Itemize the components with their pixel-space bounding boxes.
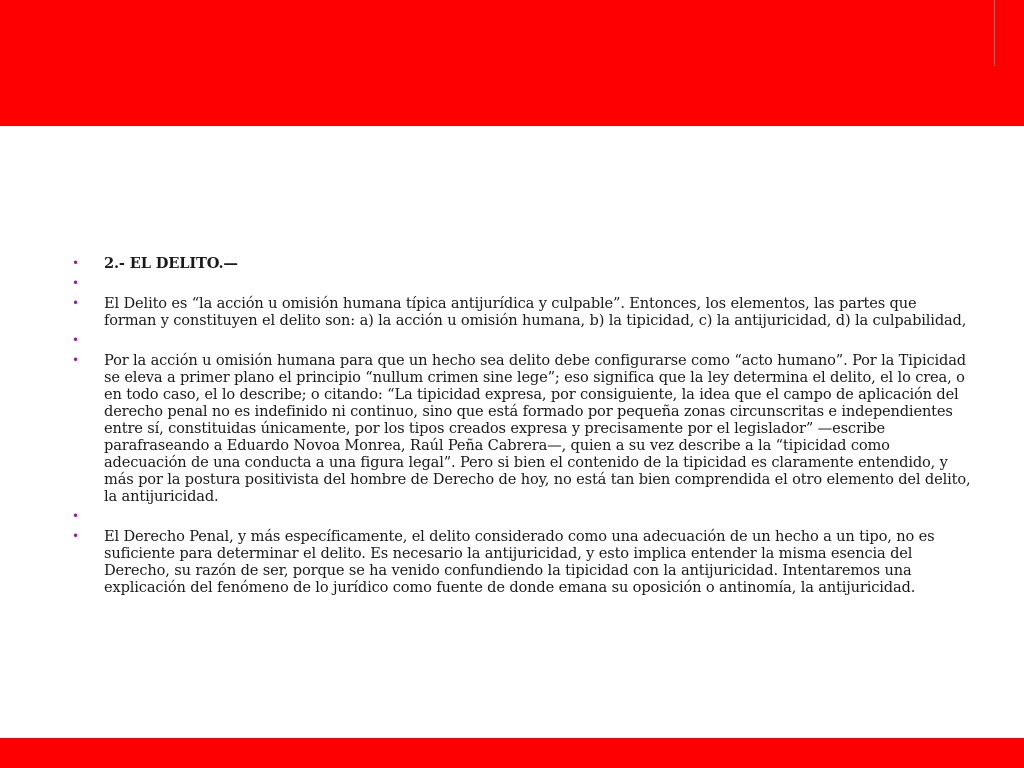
top-red-band — [0, 0, 1024, 126]
bullet-icon: • — [72, 333, 80, 347]
bullet-icon: • — [72, 276, 80, 290]
paragraph-text: El Derecho Penal, y más específicamente, el delito considerado como una adecuación de un hecho a un tipo, no es suficiente para determinar el delito. Es necesario la antijuricidad, y esto implica entender la misma esencia del Derecho, su razón de ser, porque se ha venido confundiendo la tipicidad con la antijuricidad. Intentaremos una explicación del fenómeno de lo jurídico como fuente de donde emana su oposición o antinomía, la antijuricidad. — [104, 528, 935, 596]
list-item-paragraph — [72, 295, 972, 329]
paragraph-text: Por la acción u omisión humana para que un hecho sea delito debe configurarse como “acto humano”. Por la Tipicidad se eleva a primer plano el principio “nullum crimen sine lege”; eso significa que la ley determina el delito, el lo crea, o en todo caso, el lo describe; o citando: “La tipicidad expresa, por consiguiente, la idea que el campo de aplicación del derecho penal no es indefinido ni continuo, sino que está formado por pequeña zonas circunscritas e independientes entre sí, constituidas únicamente, por los tipos creados expresa y precisamente por el legislador” —escribe parafraseando a Eduardo Novoa Monrea, Raúl Peña Cabrera—, quien a su vez describe a la “tipicidad como adecuación de una conducta a una figura legal”. Pero si bien el contenido de la tipicidad es claramente entendido, y más por la postura positivista del hombre de Derecho de hoy, no está tan bien comprendida el otro elemento del delito, la antijuricidad. — [104, 352, 971, 505]
bullet-icon: • — [72, 509, 80, 523]
bullet-icon: • — [72, 256, 80, 270]
heading-text: 2.- EL DELITO.— — [104, 255, 238, 272]
bullet-icon: • — [72, 353, 80, 367]
paragraph-text: El Delito es “la acción u omisión humana típica antijurídica y culpable”. Entonces, los elementos, las partes que forman y constituyen el delito son: a) la acción u omisión humana, b) la tipicidad, c) la antijuricidad, d) la culpabilidad, — [104, 295, 967, 329]
bottom-red-band — [0, 738, 1024, 768]
bullet-list — [72, 255, 972, 599]
list-item-empty — [72, 332, 972, 349]
list-item-empty — [72, 508, 972, 525]
list-item-empty — [72, 275, 972, 292]
bullet-icon: • — [72, 296, 80, 310]
list-item-paragraph — [72, 528, 972, 596]
list-item-heading — [72, 255, 972, 272]
list-item-paragraph — [72, 352, 972, 505]
top-band-edge-line — [994, 0, 995, 66]
bullet-icon: • — [72, 529, 80, 543]
